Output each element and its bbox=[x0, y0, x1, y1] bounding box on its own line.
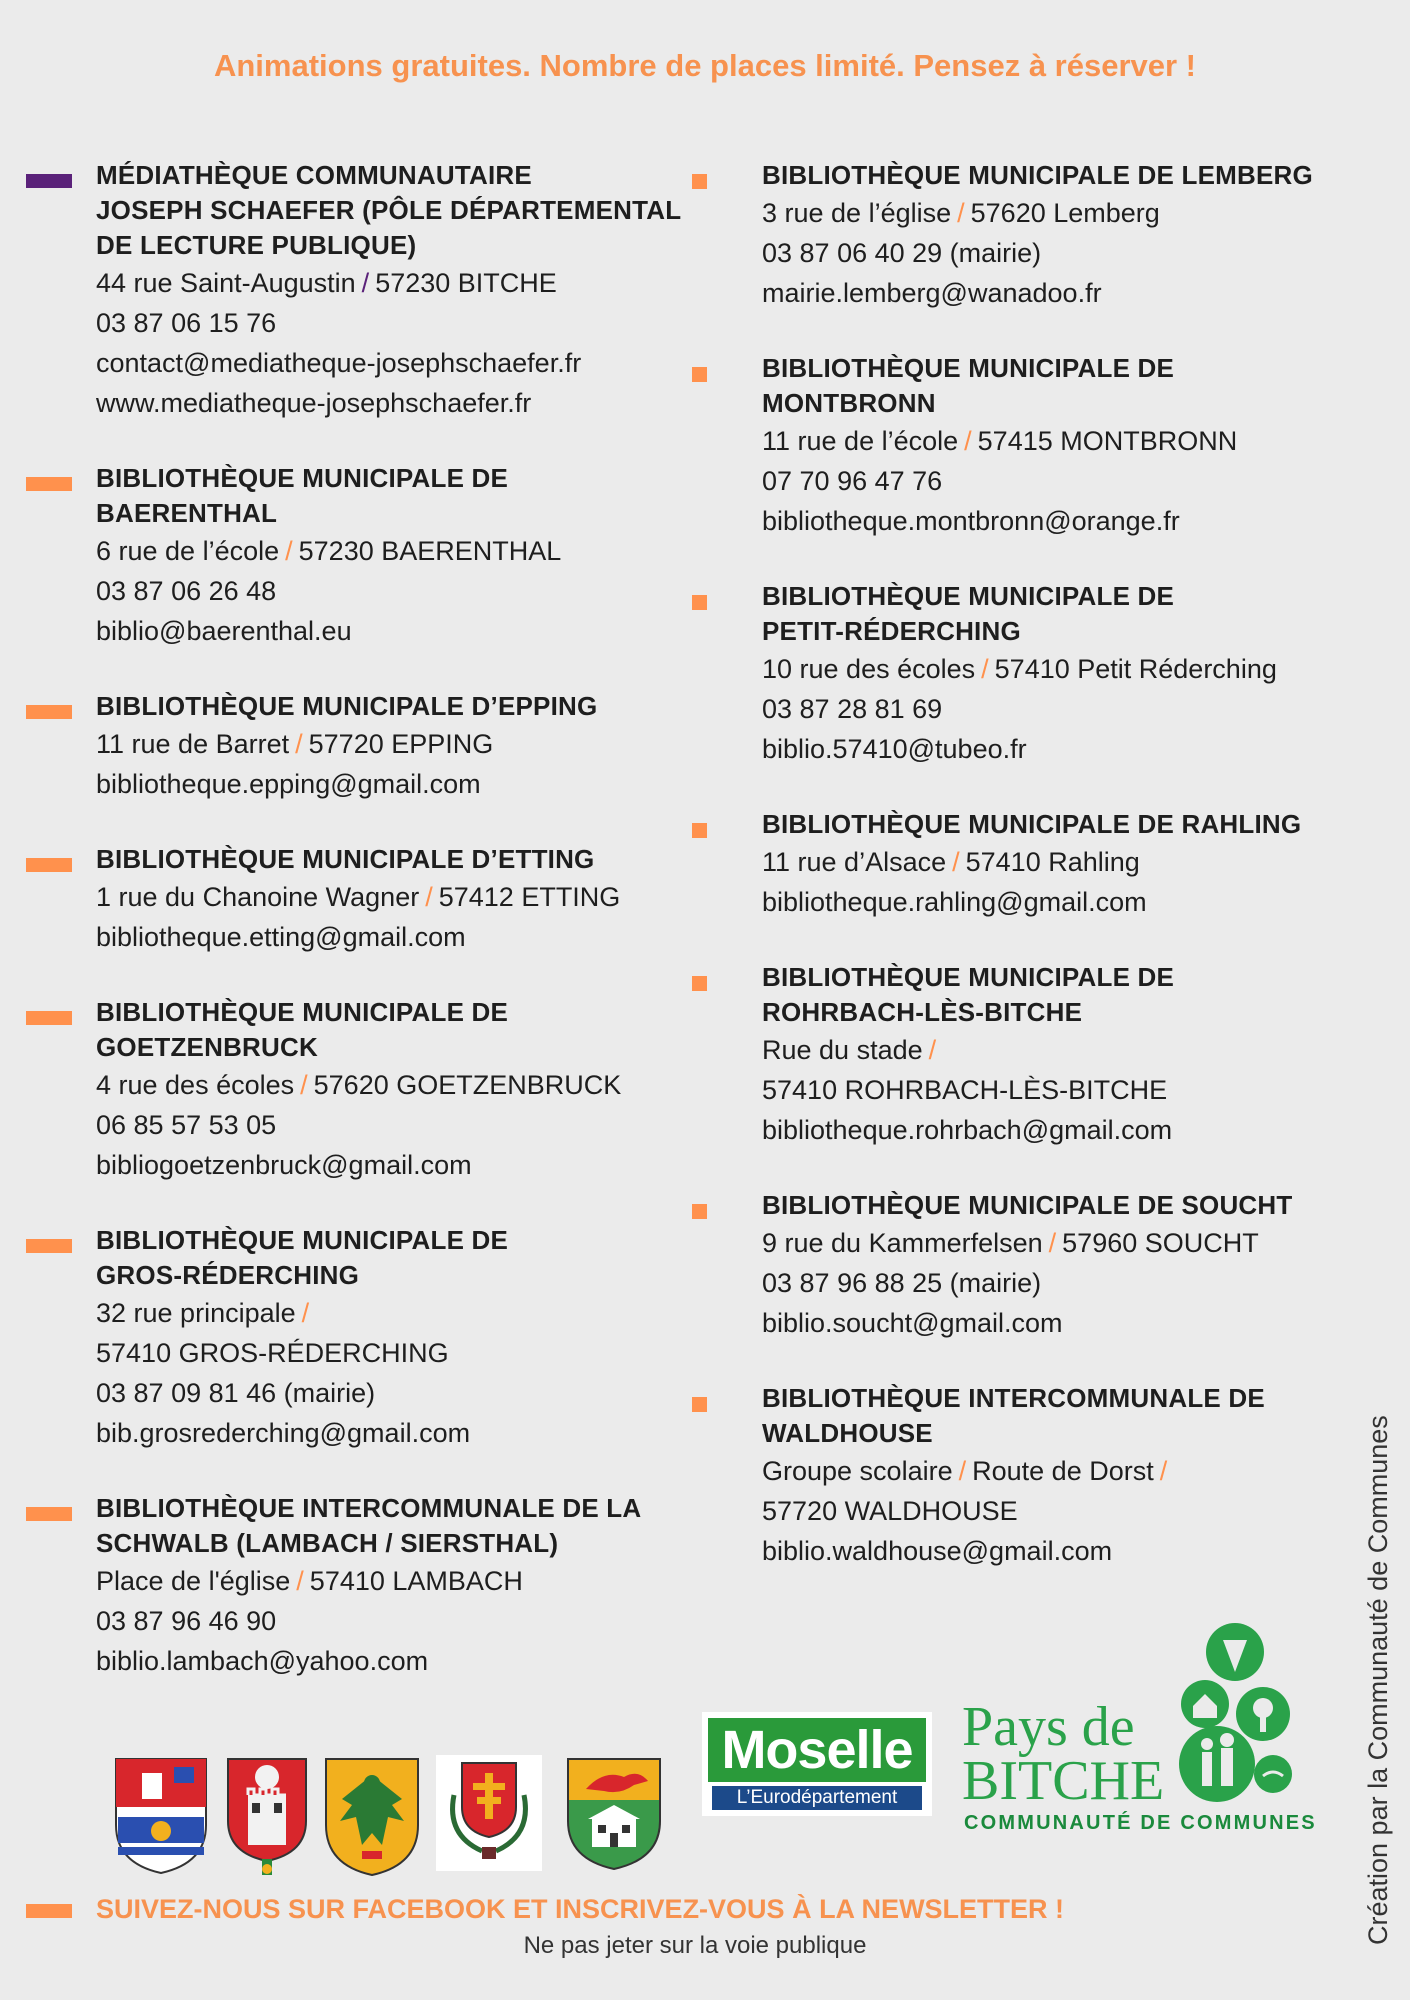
library-name-line: BIBLIOTHÈQUE MUNICIPALE DE bbox=[762, 962, 1175, 992]
library-email[interactable]: bibliotheque.rahling@gmail.com bbox=[762, 887, 1147, 917]
library-address bbox=[762, 1223, 1332, 1263]
library-email[interactable]: bibliotheque.epping@gmail.com bbox=[96, 769, 481, 799]
address-part: 57415 MONTBRONN bbox=[977, 426, 1238, 456]
library-entry bbox=[692, 807, 1332, 922]
slash-separator: / bbox=[301, 1298, 310, 1328]
library-entry bbox=[692, 1188, 1332, 1343]
library-name-line: BIBLIOTHÈQUE MUNICIPALE DE bbox=[96, 463, 509, 493]
slash-separator: / bbox=[361, 268, 370, 298]
entry-marker bbox=[26, 705, 72, 719]
address-part: 57412 ETTING bbox=[438, 882, 621, 912]
library-entry bbox=[26, 461, 686, 651]
library-name bbox=[96, 689, 686, 724]
crest-5-icon bbox=[564, 1755, 664, 1871]
address-part: 11 rue de l’école bbox=[762, 426, 959, 456]
address-part: 1 rue du Chanoine Wagner bbox=[96, 882, 420, 912]
moselle-logo bbox=[702, 1712, 932, 1816]
library-address bbox=[762, 193, 1332, 233]
library-name-line: BIBLIOTHÈQUE MUNICIPALE DE bbox=[762, 581, 1175, 611]
slash-separator: / bbox=[958, 1456, 967, 1486]
library-name-line: BIBLIOTHÈQUE MUNICIPALE D’EPPING bbox=[96, 691, 598, 721]
library-entry bbox=[26, 995, 686, 1185]
library-phone: 07 70 96 47 76 bbox=[762, 466, 943, 496]
library-name-line: BIBLIOTHÈQUE INTERCOMMUNALE DE LA bbox=[96, 1493, 642, 1523]
library-entry bbox=[26, 1223, 686, 1453]
pays-de-bitche-emblem-icon bbox=[1177, 1622, 1292, 1812]
banner-text: Animations gratuites. Nombre de places limité. Pensez à réserver ! bbox=[213, 48, 1197, 83]
library-email[interactable]: bibliogoetzenbruck@gmail.com bbox=[96, 1150, 472, 1180]
library-name-line: BIBLIOTHÈQUE MUNICIPALE DE bbox=[762, 353, 1175, 383]
library-name-line: BIBLIOTHÈQUE MUNICIPALE DE bbox=[96, 1225, 509, 1255]
library-website[interactable]: www.mediatheque-josephschaefer.fr bbox=[96, 388, 532, 418]
library-name-line: BIBLIOTHÈQUE INTERCOMMUNALE DE bbox=[762, 1383, 1265, 1413]
entry-marker bbox=[26, 1507, 72, 1521]
address-part: Place de l'église bbox=[96, 1566, 291, 1596]
library-email[interactable]: biblio.soucht@gmail.com bbox=[762, 1308, 1063, 1338]
library-name bbox=[762, 1381, 1332, 1451]
library-name bbox=[762, 1188, 1332, 1223]
library-name-line: ROHRBACH-LÈS-BITCHE bbox=[762, 997, 1083, 1027]
slash-separator: / bbox=[300, 1070, 308, 1100]
entry-marker bbox=[692, 976, 707, 991]
footer-marker bbox=[26, 1904, 72, 1918]
library-name-line: PETIT-RÉDERCHING bbox=[762, 616, 1021, 646]
entry-marker bbox=[692, 367, 707, 382]
library-name-line: WALDHOUSE bbox=[762, 1418, 933, 1448]
library-phone: 03 87 09 81 46 (mairie) bbox=[96, 1378, 376, 1408]
address-part: Route de Dorst bbox=[972, 1456, 1154, 1486]
library-entry bbox=[692, 158, 1332, 313]
slash-separator: / bbox=[952, 847, 960, 877]
library-name bbox=[96, 995, 686, 1065]
library-name-line: BIBLIOTHÈQUE MUNICIPALE D’ETTING bbox=[96, 844, 595, 874]
library-name bbox=[96, 158, 686, 263]
library-name-line: MÉDIATHÈQUE COMMUNAUTAIRE bbox=[96, 160, 532, 190]
address-part: 57410 Rahling bbox=[965, 847, 1140, 877]
library-address bbox=[762, 842, 1332, 882]
library-entry bbox=[692, 351, 1332, 541]
address-part: 10 rue des écoles bbox=[762, 654, 976, 684]
footer-call-to-action: SUIVEZ-NOUS SUR FACEBOOK ET INSCRIVEZ-VOUS À LA NEWSLETTER ! bbox=[96, 1894, 1065, 1924]
library-phone: 03 87 96 88 25 (mairie) bbox=[762, 1268, 1042, 1298]
library-name bbox=[96, 1491, 686, 1561]
crest-1-icon bbox=[112, 1755, 210, 1875]
address-part: 57620 Lemberg bbox=[970, 198, 1160, 228]
pays-de-bitche-line1: Pays de bbox=[962, 1696, 1135, 1758]
library-name bbox=[762, 807, 1332, 842]
address-part: 44 rue Saint-Augustin bbox=[96, 268, 356, 298]
entry-marker bbox=[692, 1204, 707, 1219]
address-part: 57230 BITCHE bbox=[375, 268, 557, 298]
library-name bbox=[96, 842, 686, 877]
address-part: 57960 SOUCHT bbox=[1062, 1228, 1259, 1258]
library-entry bbox=[26, 842, 686, 957]
moselle-logo-text: Moselle bbox=[708, 1718, 926, 1782]
entry-marker bbox=[692, 823, 707, 838]
slash-separator: / bbox=[296, 1566, 304, 1596]
entry-marker bbox=[26, 858, 72, 872]
library-phone: 06 85 57 53 05 bbox=[96, 1110, 277, 1140]
library-name bbox=[762, 960, 1332, 1030]
library-address bbox=[96, 1293, 686, 1333]
library-name-line: BIBLIOTHÈQUE MUNICIPALE DE SOUCHT bbox=[762, 1190, 1293, 1220]
library-entry bbox=[26, 1491, 686, 1681]
slash-separator: / bbox=[957, 198, 965, 228]
library-address bbox=[96, 877, 686, 917]
library-email[interactable]: mairie.lemberg@wanadoo.fr bbox=[762, 278, 1102, 308]
library-name-line: BIBLIOTHÈQUE MUNICIPALE DE LEMBERG bbox=[762, 160, 1313, 190]
address-part: Rue du stade bbox=[762, 1035, 923, 1065]
library-name-line: GROS-RÉDERCHING bbox=[96, 1260, 360, 1290]
slash-separator: / bbox=[295, 729, 303, 759]
library-email[interactable]: bibliotheque.etting@gmail.com bbox=[96, 922, 466, 952]
pays-de-bitche-line2: BITCHE bbox=[962, 1750, 1165, 1812]
library-email[interactable]: bib.grosrederching@gmail.com bbox=[96, 1418, 471, 1448]
entry-marker bbox=[692, 174, 707, 189]
library-entry bbox=[692, 579, 1332, 769]
library-email[interactable]: biblio.57410@tubeo.fr bbox=[762, 734, 1027, 764]
slash-separator: / bbox=[285, 536, 293, 566]
library-address bbox=[96, 1561, 686, 1601]
slash-separator: / bbox=[928, 1035, 937, 1065]
library-name bbox=[96, 1223, 686, 1293]
library-address bbox=[96, 263, 686, 303]
crest-2-icon bbox=[224, 1755, 310, 1879]
library-address bbox=[762, 1030, 1332, 1070]
library-email[interactable]: contact@mediatheque-josephschaefer.fr bbox=[96, 348, 582, 378]
library-phone: 03 87 06 40 29 (mairie) bbox=[762, 238, 1042, 268]
library-address bbox=[762, 1451, 1332, 1491]
slash-separator: / bbox=[964, 426, 972, 456]
address-part: 6 rue de l’école bbox=[96, 536, 280, 566]
library-entry bbox=[26, 689, 686, 804]
library-name-line: DE LECTURE PUBLIQUE) bbox=[96, 230, 417, 260]
crest-4-icon bbox=[436, 1755, 542, 1871]
library-name bbox=[762, 158, 1332, 193]
address-part: 57620 GOETZENBRUCK bbox=[313, 1070, 622, 1100]
library-email[interactable]: bibliotheque.montbronn@orange.fr bbox=[762, 506, 1180, 536]
address-part: 57230 BAERENTHAL bbox=[298, 536, 562, 566]
libraries-left-column bbox=[26, 158, 686, 1681]
library-name bbox=[762, 351, 1332, 421]
slash-separator: / bbox=[1048, 1228, 1057, 1258]
slash-separator: / bbox=[1159, 1456, 1168, 1486]
library-address bbox=[762, 421, 1332, 461]
library-entry bbox=[26, 158, 686, 423]
library-phone: 03 87 06 26 48 bbox=[96, 576, 277, 606]
library-email[interactable]: biblio.waldhouse@gmail.com bbox=[762, 1536, 1113, 1566]
entry-marker bbox=[26, 1239, 72, 1253]
address-part: Groupe scolaire bbox=[762, 1456, 953, 1486]
library-name-line: BAERENTHAL bbox=[96, 498, 278, 528]
library-address bbox=[96, 724, 686, 764]
library-email[interactable]: biblio.lambach@yahoo.com bbox=[96, 1646, 429, 1676]
library-name bbox=[762, 579, 1332, 649]
address-part: 57720 EPPING bbox=[308, 729, 494, 759]
library-address-line2: 57410 ROHRBACH-LÈS-BITCHE bbox=[762, 1075, 1168, 1105]
footer-note: Ne pas jeter sur la voie publique bbox=[523, 1932, 867, 1959]
moselle-logo-tagline: L’Eurodépartement bbox=[712, 1786, 922, 1810]
pays-de-bitche-title bbox=[962, 1696, 1165, 1812]
library-address-line2: 57720 WALDHOUSE bbox=[762, 1496, 1018, 1526]
credit-vertical-text: Création par la Communauté de Communes bbox=[1363, 1415, 1393, 1945]
pays-de-bitche-subtitle: COMMUNAUTÉ DE COMMUNES bbox=[964, 1812, 1317, 1834]
slash-separator: / bbox=[425, 882, 433, 912]
address-part: 11 rue de Barret bbox=[96, 729, 290, 759]
library-name-line: GOETZENBRUCK bbox=[96, 1032, 318, 1062]
library-name-line: MONTBRONN bbox=[762, 388, 936, 418]
library-email[interactable]: bibliotheque.rohrbach@gmail.com bbox=[762, 1115, 1173, 1145]
library-address bbox=[762, 649, 1332, 689]
library-phone: 03 87 96 46 90 bbox=[96, 1606, 277, 1636]
address-part: 3 rue de l’église bbox=[762, 198, 952, 228]
address-part: 32 rue principale bbox=[96, 1298, 296, 1328]
entry-marker bbox=[26, 1011, 72, 1025]
crest-3-icon bbox=[322, 1755, 422, 1879]
entry-marker bbox=[692, 1397, 707, 1412]
address-part: 57410 Petit Réderching bbox=[994, 654, 1277, 684]
entry-marker bbox=[26, 174, 72, 188]
address-part: 11 rue d’Alsace bbox=[762, 847, 947, 877]
library-address bbox=[96, 531, 686, 571]
libraries-right-column bbox=[692, 158, 1332, 1571]
library-phone: 03 87 06 15 76 bbox=[96, 308, 277, 338]
address-part: 9 rue du Kammerfelsen bbox=[762, 1228, 1043, 1258]
library-name-line: SCHWALB (LAMBACH / SIERSTHAL) bbox=[96, 1528, 559, 1558]
library-phone: 03 87 28 81 69 bbox=[762, 694, 943, 724]
library-name-line: JOSEPH SCHAEFER (PÔLE DÉPARTEMENTAL bbox=[96, 195, 682, 225]
entry-marker bbox=[692, 595, 707, 610]
address-part: 4 rue des écoles bbox=[96, 1070, 295, 1100]
slash-separator: / bbox=[981, 654, 989, 684]
library-name-line: BIBLIOTHÈQUE MUNICIPALE DE RAHLING bbox=[762, 809, 1302, 839]
library-email[interactable]: biblio@baerenthal.eu bbox=[96, 616, 352, 646]
library-entry bbox=[692, 960, 1332, 1150]
entry-marker bbox=[26, 477, 72, 491]
library-entry bbox=[692, 1381, 1332, 1571]
address-part: 57410 LAMBACH bbox=[309, 1566, 523, 1596]
library-address-line2: 57410 GROS-RÉDERCHING bbox=[96, 1338, 449, 1368]
library-name bbox=[96, 461, 686, 531]
library-address bbox=[96, 1065, 686, 1105]
library-name-line: BIBLIOTHÈQUE MUNICIPALE DE bbox=[96, 997, 509, 1027]
